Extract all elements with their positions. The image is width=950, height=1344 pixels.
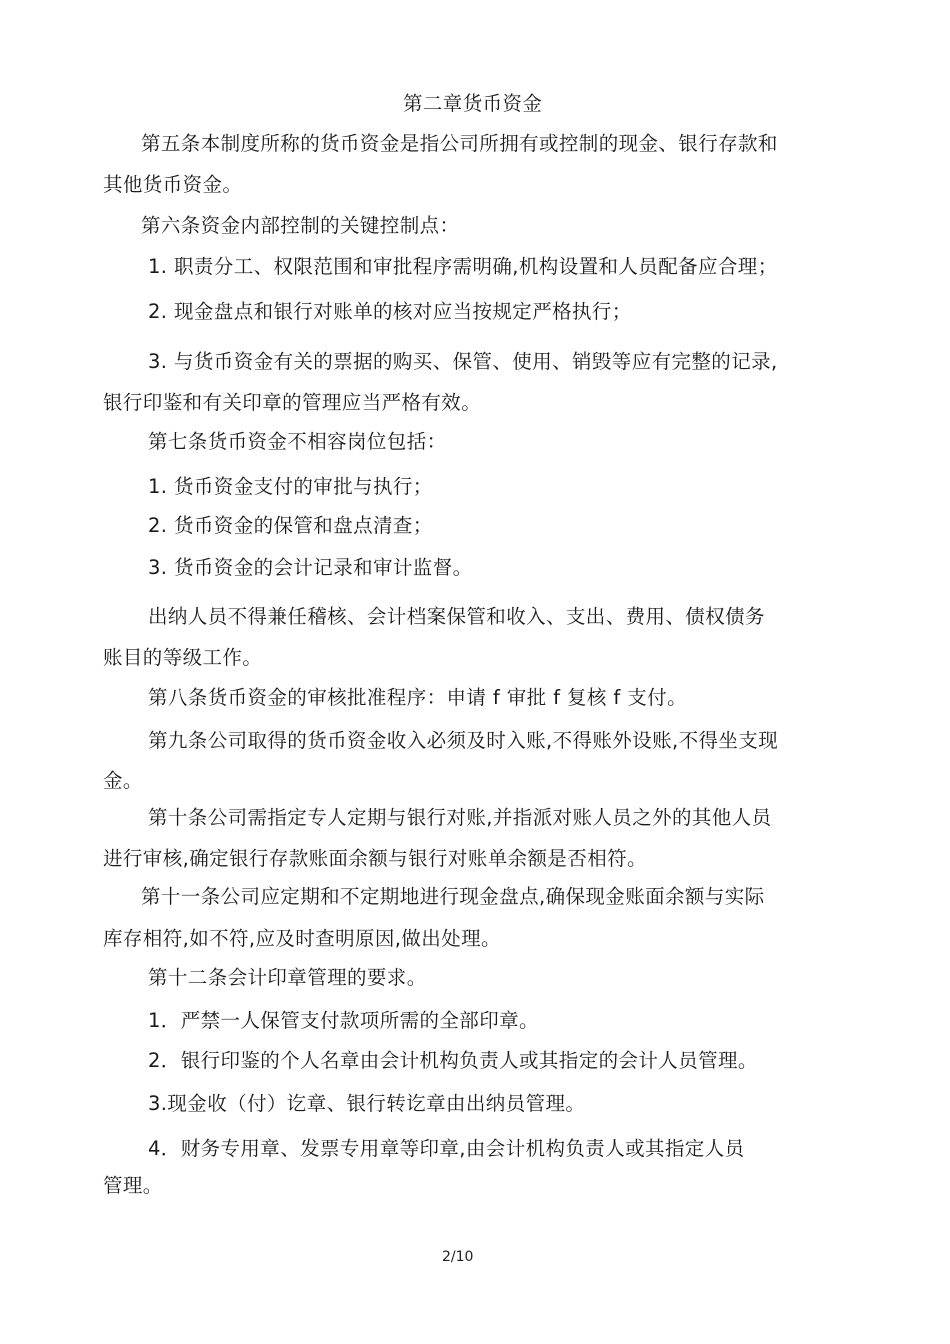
chapter-title: 第二章货币资金 — [403, 92, 543, 115]
list-item: 3. 与货币资金有关的票据的购买、保管、使用、销毁等应有完整的记录, — [148, 350, 778, 373]
text-line: 出纳人员不得兼任稽核、会计档案保管和收入、支出、费用、债权债务 — [148, 605, 765, 628]
list-item: 1．严禁一人保管支付款项所需的全部印章。 — [148, 1009, 539, 1032]
text-line: 进行审核,确定银行存款账面余额与银行对账单余额是否相符。 — [103, 847, 647, 870]
text-line: 管理。 — [103, 1174, 163, 1197]
list-item: 1. 货币资金支付的审批与执行； — [148, 475, 433, 498]
text-line: 银行印鉴和有关印章的管理应当严格有效。 — [103, 391, 482, 414]
list-item: 4．财务专用章、发票专用章等印章,由会计机构负责人或其指定人员 — [148, 1137, 745, 1160]
text-line: 账目的等级工作。 — [103, 646, 263, 669]
list-item: 3. 货币资金的会计记录和审计监督。 — [148, 556, 473, 579]
text-line: 第十条公司需指定专人定期与银行对账,并指派对账人员之外的其他人员 — [148, 806, 772, 829]
list-item: 2. 货币资金的保管和盘点清查； — [148, 514, 433, 537]
list-item: 2．银行印鉴的个人名章由会计机构负责人或其指定的会计人员管理。 — [148, 1049, 758, 1072]
page-number: 2/10 — [442, 1249, 474, 1265]
text-line: 第八条货币资金的审核批准程序：申请 f 审批 f 复核 f 支付。 — [148, 686, 687, 709]
text-line: 金。 — [103, 769, 143, 792]
text-line: 第七条货币资金不相容岗位包括： — [148, 430, 447, 453]
text-line: 第九条公司取得的货币资金收入必须及时入账,不得账外设账,不得坐支现 — [148, 729, 779, 752]
text-line: 第五条本制度所称的货币资金是指公司所拥有或控制的现金、银行存款和 — [141, 132, 778, 155]
list-item: 3.现金收（付）讫章、银行转讫章由出纳员管理。 — [148, 1092, 586, 1115]
text-line: 第十一条公司应定期和不定期地进行现金盘点,确保现金账面余额与实际 — [141, 885, 765, 908]
text-line: 第六条资金内部控制的关键控制点： — [141, 214, 460, 237]
text-line: 库存相符,如不符,应及时查明原因,做出处理。 — [103, 927, 501, 950]
list-item: 2. 现金盘点和银行对账单的核对应当按规定严格执行； — [148, 300, 632, 323]
text-line: 第十二条会计印章管理的要求。 — [148, 966, 427, 989]
list-item: 1. 职责分工、权限范围和审批程序需明确,机构设置和人员配备应合理； — [148, 255, 778, 278]
text-line: 其他货币资金。 — [103, 173, 243, 196]
